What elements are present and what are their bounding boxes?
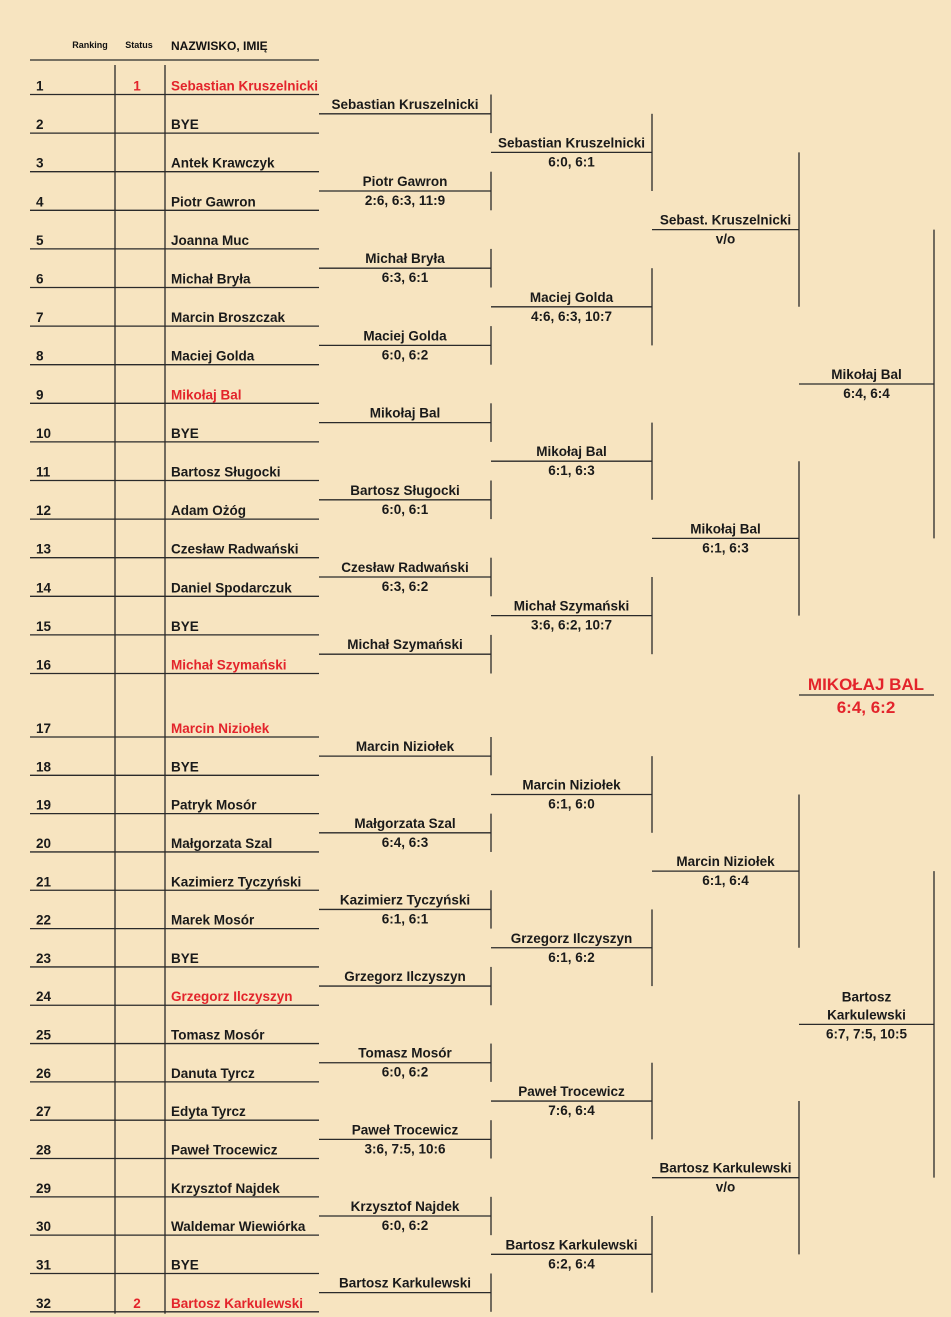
entry-number: 26	[36, 1065, 52, 1081]
entry-number: 19	[36, 797, 52, 813]
seed-status: 1	[133, 78, 141, 94]
entry-name: Krzysztof Najdek	[171, 1180, 280, 1196]
entry-name: Marek Mosór	[171, 912, 255, 928]
entry-number: 6	[36, 271, 44, 287]
entry-name: Tomasz Mosór	[171, 1027, 265, 1043]
match-winner: Bartosz Karkulewski	[505, 1237, 638, 1253]
entry-number: 32	[36, 1295, 52, 1311]
match-winner: Mikołaj Bal	[690, 521, 761, 537]
entry-number: 2	[36, 117, 44, 133]
entry-number: 22	[36, 912, 52, 928]
entry-number: 29	[36, 1180, 52, 1196]
entry-name: BYE	[171, 117, 199, 133]
entry-name: Patryk Mosór	[171, 797, 257, 813]
entry-name: Czesław Radwański	[171, 541, 299, 557]
entry-number: 18	[36, 759, 52, 775]
entry-number: 7	[36, 310, 44, 326]
entry-name: BYE	[171, 618, 199, 634]
match-winner: Bartosz Karkulewski	[338, 1275, 472, 1291]
entry-name: Paweł Trocewicz	[171, 1142, 278, 1158]
match-winner: Mikołaj Bal	[831, 367, 902, 382]
entry-number: 11	[36, 464, 51, 480]
entry-number: 28	[36, 1142, 52, 1158]
match-winner: Kazimierz Tyczyński	[339, 892, 471, 908]
entry-name: BYE	[171, 950, 199, 966]
match-winner: Sebastian Kruszelnicki	[331, 96, 479, 112]
entry-number: 13	[36, 541, 52, 557]
match-winner: Bartosz	[841, 989, 892, 1005]
entry-number: 12	[36, 503, 52, 519]
entry-number: 30	[36, 1219, 52, 1235]
match-score: 6:3, 6:1	[381, 270, 429, 286]
entry-number: 16	[36, 657, 52, 673]
match-score: 6:1, 6:0	[548, 796, 595, 812]
status-header: Status	[125, 40, 153, 50]
entry-name: Piotr Gawron	[171, 194, 256, 210]
entry-name: Danuta Tyrcz	[171, 1065, 255, 1081]
entry-name: Maciej Golda	[171, 348, 255, 364]
match-score: 3:6, 6:2, 10:7	[530, 617, 613, 633]
champion-score: 6:4, 6:2	[836, 698, 896, 717]
match-winner: Paweł Trocewicz	[351, 1122, 459, 1138]
entry-name: Michał Bryła	[171, 271, 251, 287]
entry-number: 21	[36, 874, 52, 890]
match-winner: Sebastian Kruszelnicki	[497, 135, 646, 151]
match-score: v/o	[715, 231, 736, 247]
match-winner: Piotr Gawron	[362, 174, 448, 189]
match-winner: Mikołaj Bal	[369, 405, 441, 421]
match-winner: Michał Bryła	[365, 251, 445, 267]
entry-number: 25	[36, 1027, 52, 1043]
entry-name: Bartosz Sługocki	[171, 464, 281, 480]
bracket-lines	[30, 60, 934, 1314]
match-winner: Marcin Niziołek	[676, 854, 775, 870]
entry-name: Waldemar Wiewiórka	[171, 1219, 306, 1235]
entry-number: 9	[36, 387, 44, 403]
entry-name: Małgorzata Szal	[171, 835, 273, 851]
entry-name: Marcin Broszczak	[171, 310, 286, 326]
champion-name: MIKOŁAJ BAL	[807, 675, 925, 694]
match-score: 6:0, 6:1	[381, 501, 429, 517]
seed-status: 2	[133, 1295, 141, 1311]
entry-name: BYE	[171, 1257, 199, 1273]
match-winner: Małgorzata Szal	[354, 815, 456, 831]
entry-name: Mikołaj Bal	[171, 387, 242, 403]
match-score: 4:6, 6:3, 10:7	[530, 308, 613, 324]
match-score: 6:0, 6:2	[381, 1064, 429, 1080]
match-winner-line2: Karkulewski	[827, 1007, 906, 1023]
match-score: 6:2, 6:4	[548, 1256, 595, 1272]
match-score: 6:1, 6:1	[381, 911, 429, 927]
entry-name: Joanna Muc	[171, 232, 250, 248]
entry-name: Daniel Spodarczuk	[171, 580, 292, 596]
entry-number: 17	[36, 721, 52, 736]
entry-number: 10	[36, 425, 52, 441]
match-score: 6:4, 6:4	[843, 386, 890, 401]
entry-name: BYE	[171, 759, 199, 775]
entry-name: Kazimierz Tyczyński	[171, 874, 302, 890]
entry-number: 1	[36, 78, 44, 94]
entry-number: 8	[36, 348, 44, 364]
match-score: 2:6, 6:3, 11:9	[364, 193, 446, 208]
name-header: NAZWISKO, IMIĘ	[171, 39, 268, 53]
entry-number: 4	[36, 194, 44, 210]
match-winner: Czesław Radwański	[341, 560, 469, 575]
match-winner: Michał Szymański	[513, 598, 630, 614]
match-winner: Bartosz Sługocki	[350, 482, 460, 498]
entry-number: 5	[36, 232, 44, 248]
match-score: 6:1, 6:2	[548, 949, 595, 965]
entry-name: Edyta Tyrcz	[171, 1104, 246, 1120]
match-winner: Grzegorz Ilczyszyn	[344, 969, 466, 985]
entry-number: 15	[36, 618, 52, 634]
match-score: 6:4, 6:3	[381, 834, 429, 850]
match-winner: Krzysztof Najdek	[350, 1199, 460, 1214]
match-score: 6:0, 6:1	[548, 154, 595, 170]
match-score: 3:6, 7:5, 10:6	[364, 1141, 446, 1157]
entry-name: Bartosz Karkulewski	[171, 1295, 304, 1311]
match-score: 6:1, 6:3	[702, 540, 749, 556]
entry-number: 14	[36, 580, 52, 596]
match-score: 6:7, 7:5, 10:5	[825, 1026, 908, 1042]
entry-number: 23	[36, 950, 52, 966]
entry-name: Adam Ożóg	[171, 503, 247, 519]
entry-name: Grzegorz Ilczyszyn	[171, 989, 293, 1005]
match-winner: Bartosz Karkulewski	[659, 1160, 792, 1176]
entry-number: 24	[36, 989, 52, 1005]
match-winner: Tomasz Mosór	[358, 1045, 452, 1061]
match-winner: Sebast. Kruszelnicki	[659, 212, 792, 228]
entry-number: 3	[36, 155, 44, 171]
match-winner: Maciej Golda	[363, 328, 447, 344]
match-winner: Marcin Niziołek	[522, 777, 621, 793]
match-winner: Grzegorz Ilczyszyn	[510, 930, 633, 946]
ranking-header: Ranking	[72, 40, 108, 50]
match-winner: Maciej Golda	[529, 289, 614, 305]
entry-name: Sebastian Kruszelnicki	[171, 78, 319, 94]
match-score: 6:1, 6:3	[548, 463, 595, 479]
match-score: 6:0, 6:2	[381, 347, 429, 363]
entry-number: 27	[36, 1104, 52, 1120]
match-winner: Paweł Trocewicz	[518, 1084, 625, 1100]
entry-number: 20	[36, 835, 52, 851]
match-winner: Michał Szymański	[347, 637, 463, 653]
match-winner: Mikołaj Bal	[536, 444, 607, 460]
match-score: 6:1, 6:4	[702, 873, 749, 889]
match-score: 6:3, 6:2	[381, 579, 429, 594]
match-score: 7:6, 6:4	[548, 1103, 595, 1119]
match-score: 6:0, 6:2	[381, 1218, 429, 1233]
entry-name: Marcin Niziołek	[171, 721, 270, 736]
match-score: v/o	[715, 1179, 736, 1195]
entry-name: BYE	[171, 425, 199, 441]
entry-name: Michał Szymański	[171, 657, 287, 673]
entry-number: 31	[36, 1257, 52, 1273]
match-winner: Marcin Niziołek	[355, 739, 455, 755]
entry-name: Antek Krawczyk	[171, 155, 275, 171]
